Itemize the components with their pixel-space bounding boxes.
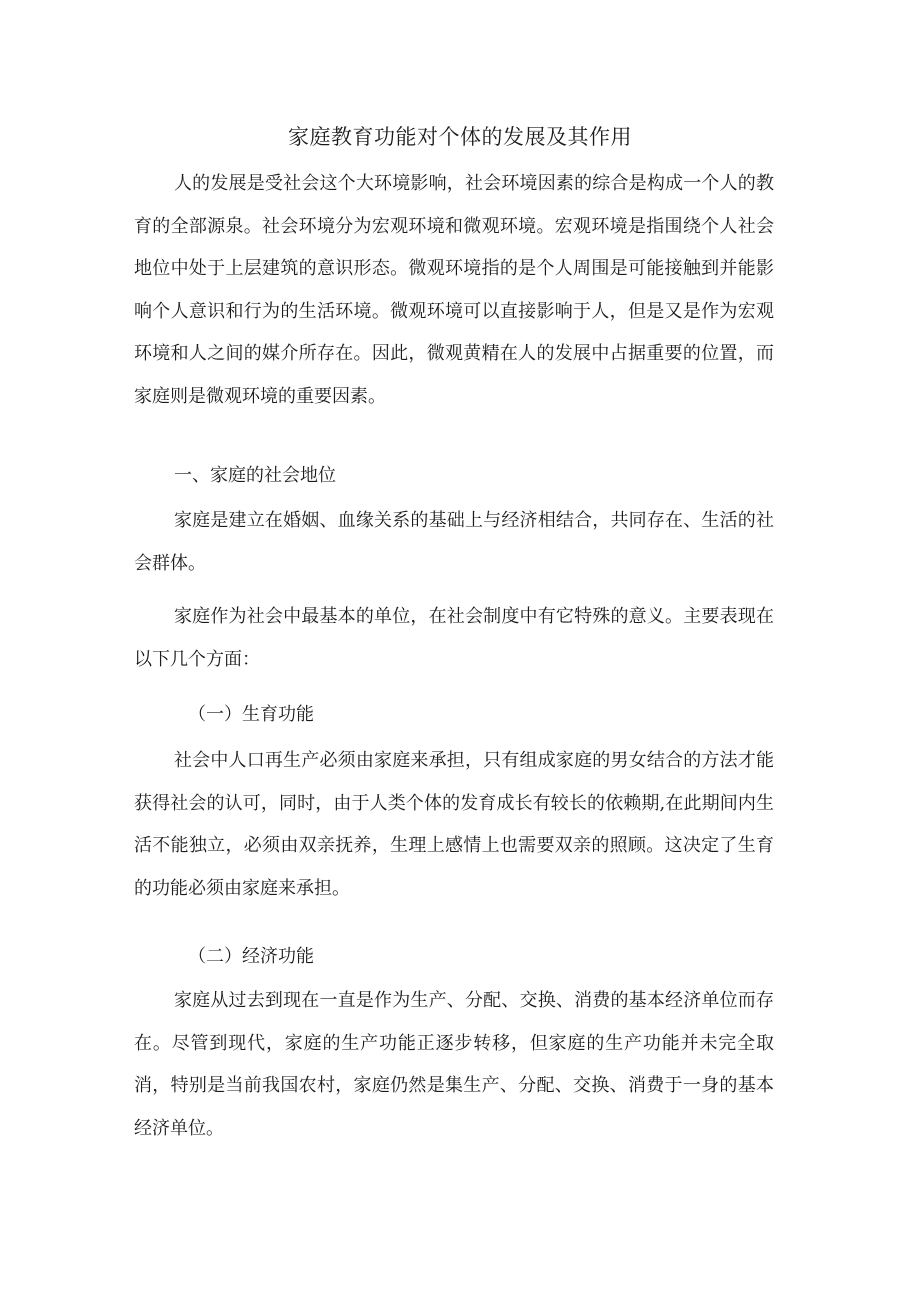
page-title: 家庭教育功能对个体的发展及其作用 [288,125,632,149]
paragraph-reproduction-function: 社会中人口再生产必须由家庭来承担，只有组成家庭的男女结合的方法才能获得社会的认可，同时，由于人类个体的发育成长有较长的依赖期,在此期间内生活不能独立，必须由双亲抚养，生理上感情上也需要双亲的照顾。这决定了生育的功能必须由家庭来承担。 [134,750,774,899]
section-heading-1: 一、家庭的社会地位 [174,465,336,486]
subsection-heading-1: （一）生育功能 [188,704,314,725]
subsection-heading-2: （二）经济功能 [188,946,314,967]
paragraph-family-definition: 家庭是建立在婚姻、血缘关系的基础上与经济相结合，共同存在、生活的社会群体。 [134,510,774,574]
paragraph-intro: 人的发展是受社会这个大环境影响，社会环境因素的综合是构成一个人的教育的全部源泉。社会环境分为宏观环境和微观环境。宏观环境是指围绕个人社会地位中处于上层建筑的意识形态。微观环境指的是个人周围是可能接触到并能影响个人意识和行为的生活环境。微观环境可以直接影响于人，但是又是作为宏观环境和人之间的媒介所存在。因此，微观黄精在人的发展中占据重要的位置，而家庭则是微观环境的重要因素。 [134,173,774,407]
paragraph-family-role: 家庭作为社会中最基本的单位，在社会制度中有它特殊的意义。主要表现在以下几个方面： [134,606,774,670]
paragraph-economic-function: 家庭从过去到现在一直是作为生产、分配、交换、消费的基本经济单位而存在。尽管到现代，家庭的生产功能正逐步转移，但家庭的生产功能并未完全取消，特别是当前我国农村，家庭仍然是集生产、分配、交换、消费于一身的基本经济单位。 [134,990,774,1139]
